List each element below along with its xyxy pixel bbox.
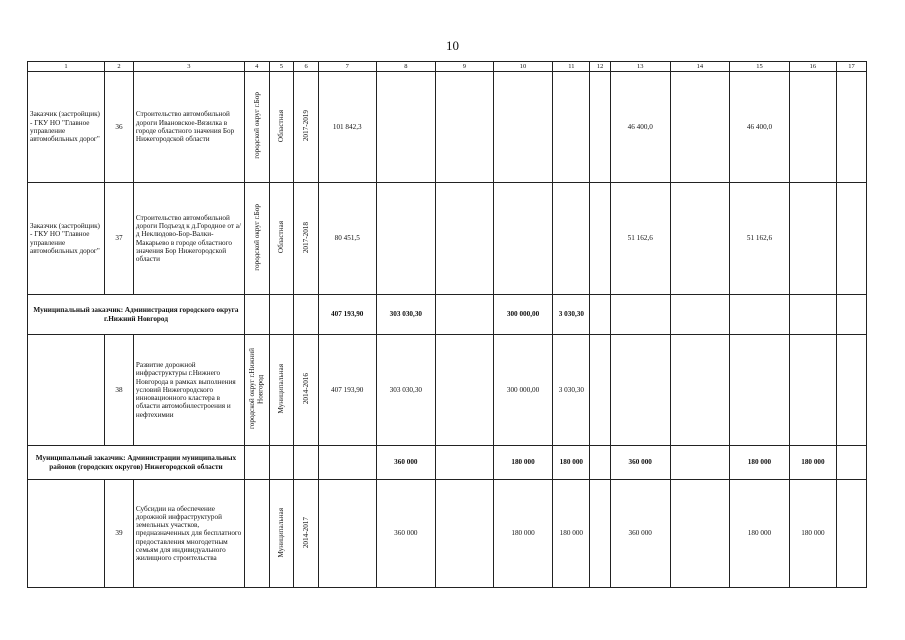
level-cell: Областная <box>277 221 286 254</box>
value-cell <box>436 72 494 183</box>
item-number: 37 <box>105 183 134 295</box>
value-cell <box>590 335 611 446</box>
value-cell <box>789 72 836 183</box>
value-cell: 180 000 <box>789 480 836 588</box>
value-cell: 80 451,5 <box>318 183 376 295</box>
value-cell: 46 400,0 <box>730 72 790 183</box>
value-cell <box>837 446 867 480</box>
project-name: Строительство автомобильной дороги Подъезд к д.Городное от а/д Неклюдово-Бор-Валки-Макарьево в городе областного значения Бор Нижегородской области <box>133 183 244 295</box>
value-cell <box>610 295 670 335</box>
value-cell: 51 162,6 <box>730 183 790 295</box>
header-row <box>28 62 867 72</box>
value-cell <box>670 335 730 446</box>
table-row <box>28 183 867 295</box>
value-cell <box>376 183 436 295</box>
value-cell <box>670 446 730 480</box>
item-number: 38 <box>105 335 134 446</box>
value-cell <box>730 335 790 446</box>
value-cell <box>318 446 376 480</box>
group-row <box>28 446 867 480</box>
item-number: 36 <box>105 72 134 183</box>
table-row <box>28 480 867 588</box>
value-cell <box>670 72 730 183</box>
location-cell: городской округ г.Бор <box>252 203 261 271</box>
table-row <box>28 335 867 446</box>
value-cell <box>590 183 611 295</box>
group-row <box>28 295 867 335</box>
value-cell: 3 030,30 <box>553 295 590 335</box>
header-cell: 4 <box>244 62 269 72</box>
period-cell: 2017-2018 <box>301 221 310 253</box>
period-cell: 2014-2017 <box>301 516 310 548</box>
value-cell: 180 000 <box>730 480 790 588</box>
header-cell: 3 <box>133 62 244 72</box>
customer-cell: Заказчик (застройщик) - ГКУ НО "Главное управление автомобильных дорог" <box>28 183 105 295</box>
value-cell <box>436 446 494 480</box>
value-cell: 180 000 <box>553 480 590 588</box>
header-cell: 17 <box>837 62 867 72</box>
value-cell: 300 000,00 <box>493 335 553 446</box>
header-cell: 5 <box>269 62 294 72</box>
value-cell <box>789 335 836 446</box>
value-cell <box>493 72 553 183</box>
value-cell <box>670 183 730 295</box>
level-cell: Областная <box>277 109 286 142</box>
value-cell <box>553 183 590 295</box>
value-cell <box>789 295 836 335</box>
value-cell <box>436 295 494 335</box>
value-cell: 360 000 <box>610 446 670 480</box>
value-cell <box>730 295 790 335</box>
value-cell <box>590 295 611 335</box>
header-cell: 14 <box>670 62 730 72</box>
value-cell <box>590 446 611 480</box>
header-cell: 10 <box>493 62 553 72</box>
value-cell <box>837 480 867 588</box>
header-cell: 15 <box>730 62 790 72</box>
header-cell: 12 <box>590 62 611 72</box>
project-name: Субсидии на обеспечение дорожной инфраструктурой земельных участков, предназначенных для бесплатного предоставления многодетным семьям для индивидуального жилищного строительства <box>133 480 244 588</box>
header-cell: 6 <box>294 62 319 72</box>
value-cell: 101 842,3 <box>318 72 376 183</box>
value-cell <box>436 335 494 446</box>
value-cell <box>837 183 867 295</box>
value-cell: 180 000 <box>493 446 553 480</box>
value-cell <box>610 335 670 446</box>
project-name: Развитие дорожной инфраструктуры г.Нижнего Новгорода в рамках выполнения условий Нижегородского инновационного кластера в области автомобилестроения и нефтехимии <box>133 335 244 446</box>
header-cell: 13 <box>610 62 670 72</box>
page-number: 10 <box>446 38 459 53</box>
value-cell <box>789 183 836 295</box>
header-cell: 11 <box>553 62 590 72</box>
header-cell: 1 <box>28 62 105 72</box>
value-cell: 303 030,30 <box>376 295 436 335</box>
header-cell: 2 <box>105 62 134 72</box>
value-cell <box>670 480 730 588</box>
value-cell <box>837 295 867 335</box>
level-cell: Муниципальная <box>277 364 286 414</box>
item-number: 39 <box>105 480 134 588</box>
group-title: Муниципальный заказчик: Администрации муниципальных районов (городских округов) Нижегородской области <box>28 446 245 480</box>
value-cell <box>837 335 867 446</box>
customer-cell: Заказчик (застройщик) - ГКУ НО "Главное управление автомобильных дорог" <box>28 72 105 183</box>
value-cell: 360 000 <box>376 446 436 480</box>
value-cell: 303 030,30 <box>376 335 436 446</box>
header-cell: 16 <box>789 62 836 72</box>
group-title: Муниципальный заказчик: Администрация городского округа г.Нижний Новгород <box>28 295 245 335</box>
value-cell <box>590 480 611 588</box>
value-cell: 360 000 <box>376 480 436 588</box>
value-cell: 3 030,30 <box>553 335 590 446</box>
value-cell: 180 000 <box>730 446 790 480</box>
value-cell <box>376 72 436 183</box>
value-cell <box>318 480 376 588</box>
value-cell: 180 000 <box>789 446 836 480</box>
project-name: Строительство автомобильной дороги Ивановское-Вязилка в городе областного значения Бор Нижегородской области <box>133 72 244 183</box>
value-cell: 51 162,6 <box>610 183 670 295</box>
header-cell: 9 <box>436 62 494 72</box>
level-cell: Муниципальная <box>277 507 286 558</box>
table-row <box>28 72 867 183</box>
customer-cell <box>28 480 105 588</box>
value-cell: 407 193,90 <box>318 335 376 446</box>
value-cell <box>590 72 611 183</box>
customer-cell <box>28 335 105 446</box>
value-cell <box>493 183 553 295</box>
value-cell <box>436 183 494 295</box>
value-cell <box>436 480 494 588</box>
period-cell: 2017-2019 <box>301 110 310 142</box>
header-cell: 8 <box>376 62 436 72</box>
value-cell: 407 193,90 <box>318 295 376 335</box>
value-cell <box>553 72 590 183</box>
value-cell: 180 000 <box>553 446 590 480</box>
header-cell: 7 <box>318 62 376 72</box>
value-cell: 360 000 <box>610 480 670 588</box>
location-cell: городской округ г.Нижний Новгород <box>248 348 265 430</box>
value-cell: 180 000 <box>493 480 553 588</box>
value-cell <box>670 295 730 335</box>
value-cell <box>837 72 867 183</box>
investment-table <box>27 61 867 588</box>
value-cell: 46 400,0 <box>610 72 670 183</box>
value-cell: 300 000,00 <box>493 295 553 335</box>
period-cell: 2014-2016 <box>301 373 310 405</box>
location-cell: городской округ г.Бор <box>252 92 261 160</box>
